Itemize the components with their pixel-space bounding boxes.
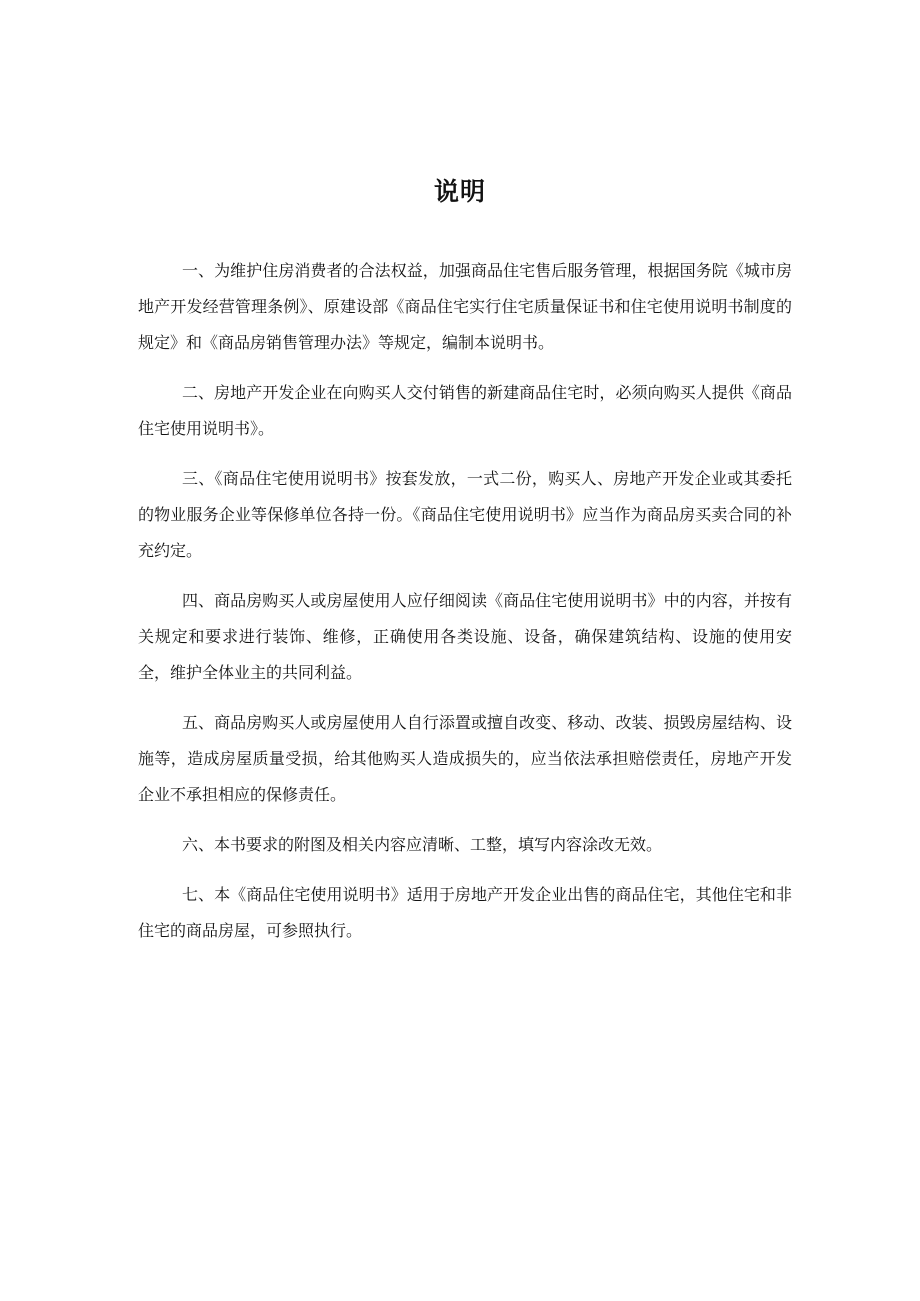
paragraph-6: 六、本书要求的附图及相关内容应清晰、工整，填写内容涂改无效。 [182, 835, 663, 854]
paragraph-7: 七、本《商品住宅使用说明书》适用于房地产开发企业出售的商品住宅，其他住宅和非住宅的商品房屋，可参照执行。 [138, 885, 792, 940]
paragraph-1: 一、为维护住房消费者的合法权益，加强商品住宅售后服务管理，根据国务院《城市房地产开发经营管理条例》、原建设部《商品住宅实行住宅质量保证书和住宅使用说明书制度的规定》和《商品房销售管理办法》等规定，编制本说明书。 [138, 261, 792, 352]
paragraph-3: 三、《商品住宅使用说明书》按套发放，一式二份，购买人、房地产开发企业或其委托的物业服务企业等保修单位各持一份。《商品住宅使用说明书》应当作为商品房买卖合同的补充约定。 [138, 469, 792, 560]
paragraph-2: 二、房地产开发企业在向购买人交付销售的新建商品住宅时，必须向购买人提供《商品住宅使用说明书》。 [138, 383, 792, 438]
paragraph-5: 五、商品房购买人或房屋使用人自行添置或擅自改变、移动、改装、损毁房屋结构、设施等，造成房屋质量受损，给其他购买人造成损失的，应当依法承担赔偿责任，房地产开发企业不承担相应的保修责任。 [138, 713, 792, 804]
page-title: 说明 [433, 177, 486, 206]
document-body [138, 253, 792, 963]
paragraph-4: 四、商品房购买人或房屋使用人应仔细阅读《商品住宅使用说明书》中的内容，并按有关规定和要求进行装饰、维修，正确使用各类设施、设备，确保建筑结构、设施的使用安全，维护全体业主的共同利益。 [138, 591, 792, 682]
